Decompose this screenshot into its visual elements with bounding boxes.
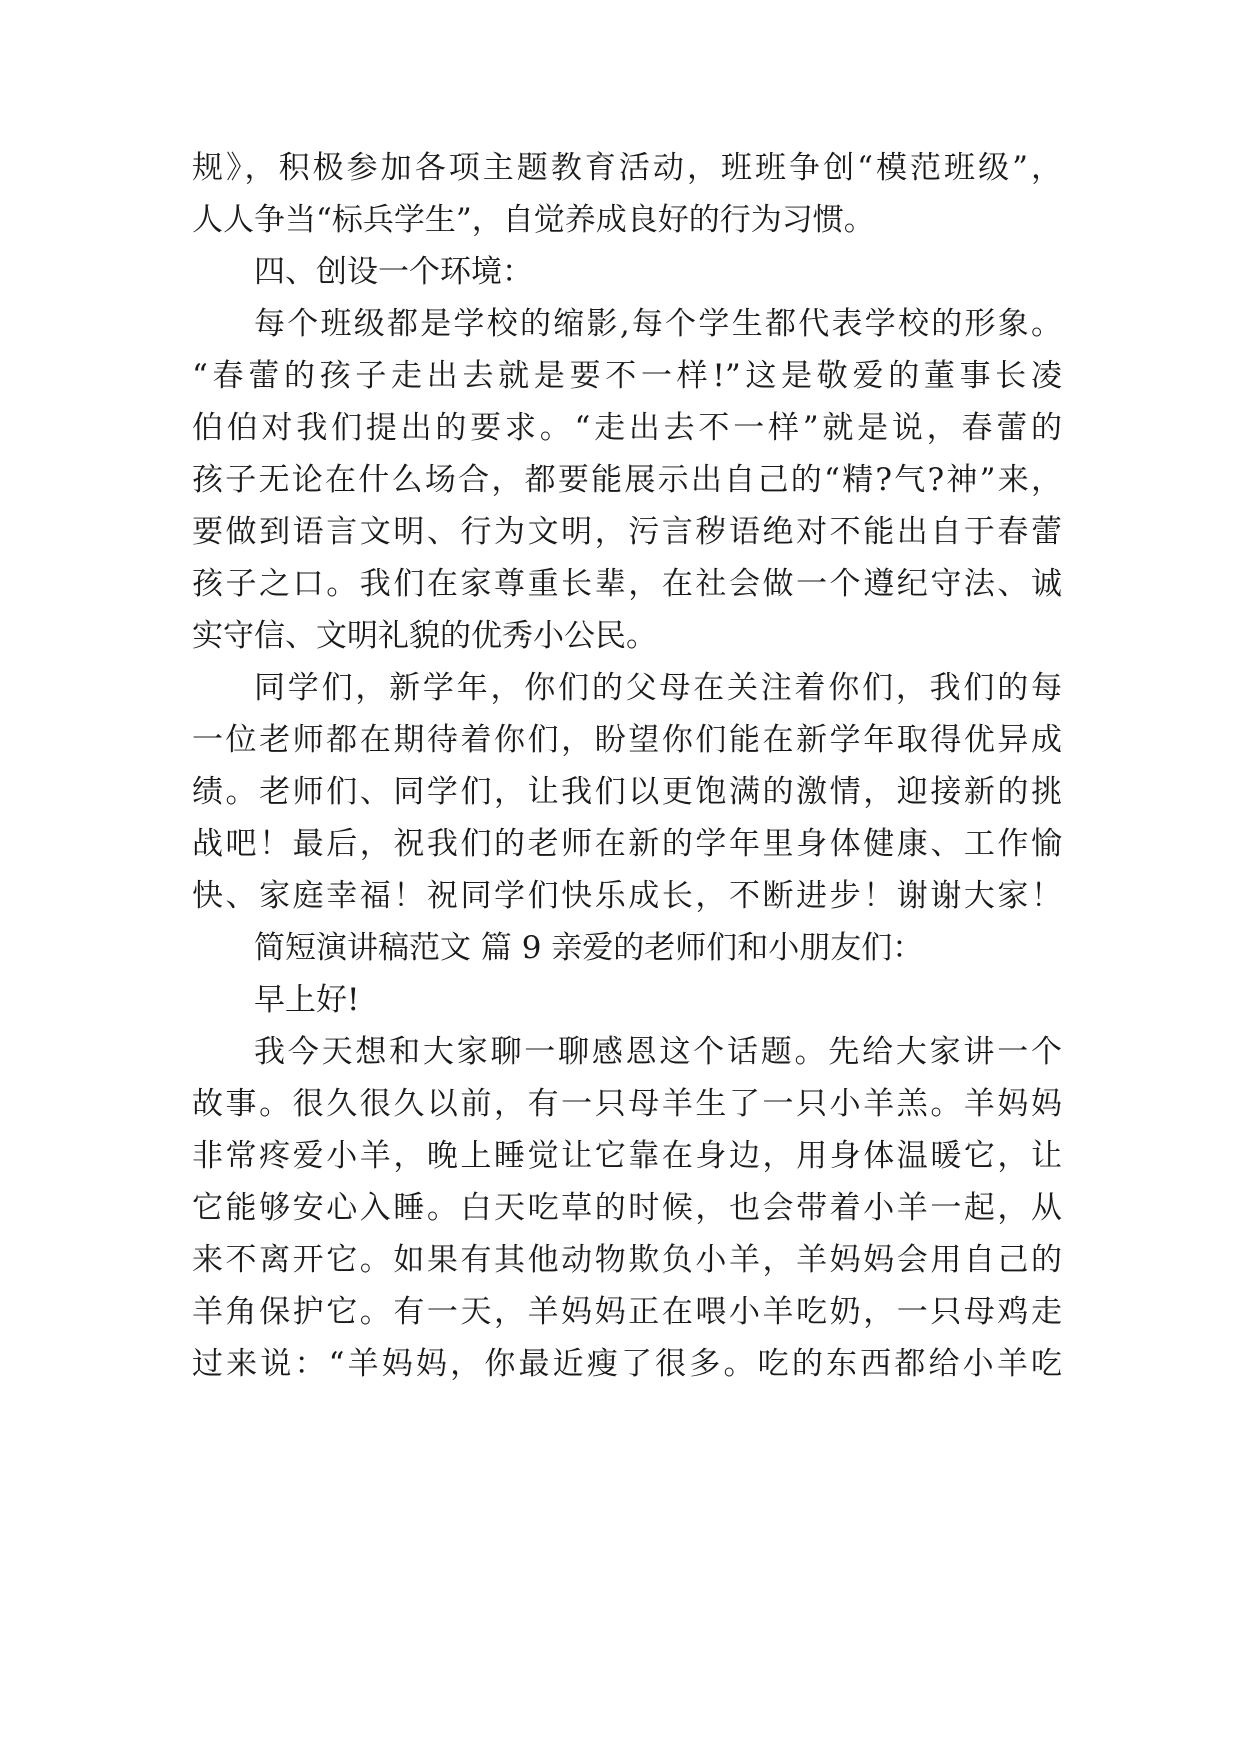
text-line: 一位老师都在期待着你们，盼望你们能在新学年取得优异成 [192, 722, 1062, 758]
text-line: 羊角保护它。有一天，羊妈妈正在喂小羊吃奶，一只母鸡走 [192, 1294, 1062, 1330]
text-line: 孩子无论在什么场合，都要能展示出自己的“精?气?神”来， [192, 462, 1062, 498]
article-title-line: 简短演讲稿范文 篇 9 亲爱的老师们和小朋友们： [254, 930, 924, 966]
text-line: 快、家庭幸福！祝同学们快乐成长，不断进步！谢谢大家！ [192, 878, 1062, 914]
text-line: 我今天想和大家聊一聊感恩这个话题。先给大家讲一个 [254, 1034, 1062, 1070]
text-line: 孩子之口。我们在家尊重长辈，在社会做一个遵纪守法、诚 [192, 566, 1062, 602]
text-line: 伯伯对我们提出的要求。“走出去不一样”就是说，春蕾的 [192, 410, 1062, 446]
text-line: 每个班级都是学校的缩影,每个学生都代表学校的形象。 [254, 306, 1062, 342]
text-line: “春蕾的孩子走出去就是要不一样!”这是敬爱的董事长凌 [192, 358, 1062, 394]
text-line: 非常疼爱小羊，晚上睡觉让它靠在身边，用身体温暖它，让 [192, 1138, 1062, 1174]
greeting-line: 早上好! [254, 982, 360, 1018]
text-line: 同学们，新学年，你们的父母在关注着你们，我们的每 [254, 670, 1062, 706]
text-line: 实守信、文明礼貌的优秀小公民。 [192, 618, 657, 654]
text-line: 过来说：“羊妈妈，你最近瘦了很多。吃的东西都给小羊吃 [192, 1346, 1062, 1382]
text-line: 绩。老师们、同学们，让我们以更饱满的激情，迎接新的挑 [192, 774, 1062, 810]
text-line: 它能够安心入睡。白天吃草的时候，也会带着小羊一起，从 [192, 1190, 1062, 1226]
text-line: 来不离开它。如果有其他动物欺负小羊，羊妈妈会用自己的 [192, 1242, 1062, 1278]
text-line: 战吧！最后，祝我们的老师在新的学年里身体健康、工作愉 [192, 826, 1062, 862]
section-heading: 四、创设一个环境： [254, 254, 533, 290]
text-line: 故事。很久很久以前，有一只母羊生了一只小羊羔。羊妈妈 [192, 1086, 1062, 1122]
text-line: 要做到语言文明、行为文明，污言秽语绝对不能出自于春蕾 [192, 514, 1062, 550]
text-line: 规》，积极参加各项主题教育活动，班班争创“模范班级”， [192, 150, 1062, 186]
text-line: 人人争当“标兵学生”，自觉养成良好的行为习惯。 [192, 202, 875, 238]
